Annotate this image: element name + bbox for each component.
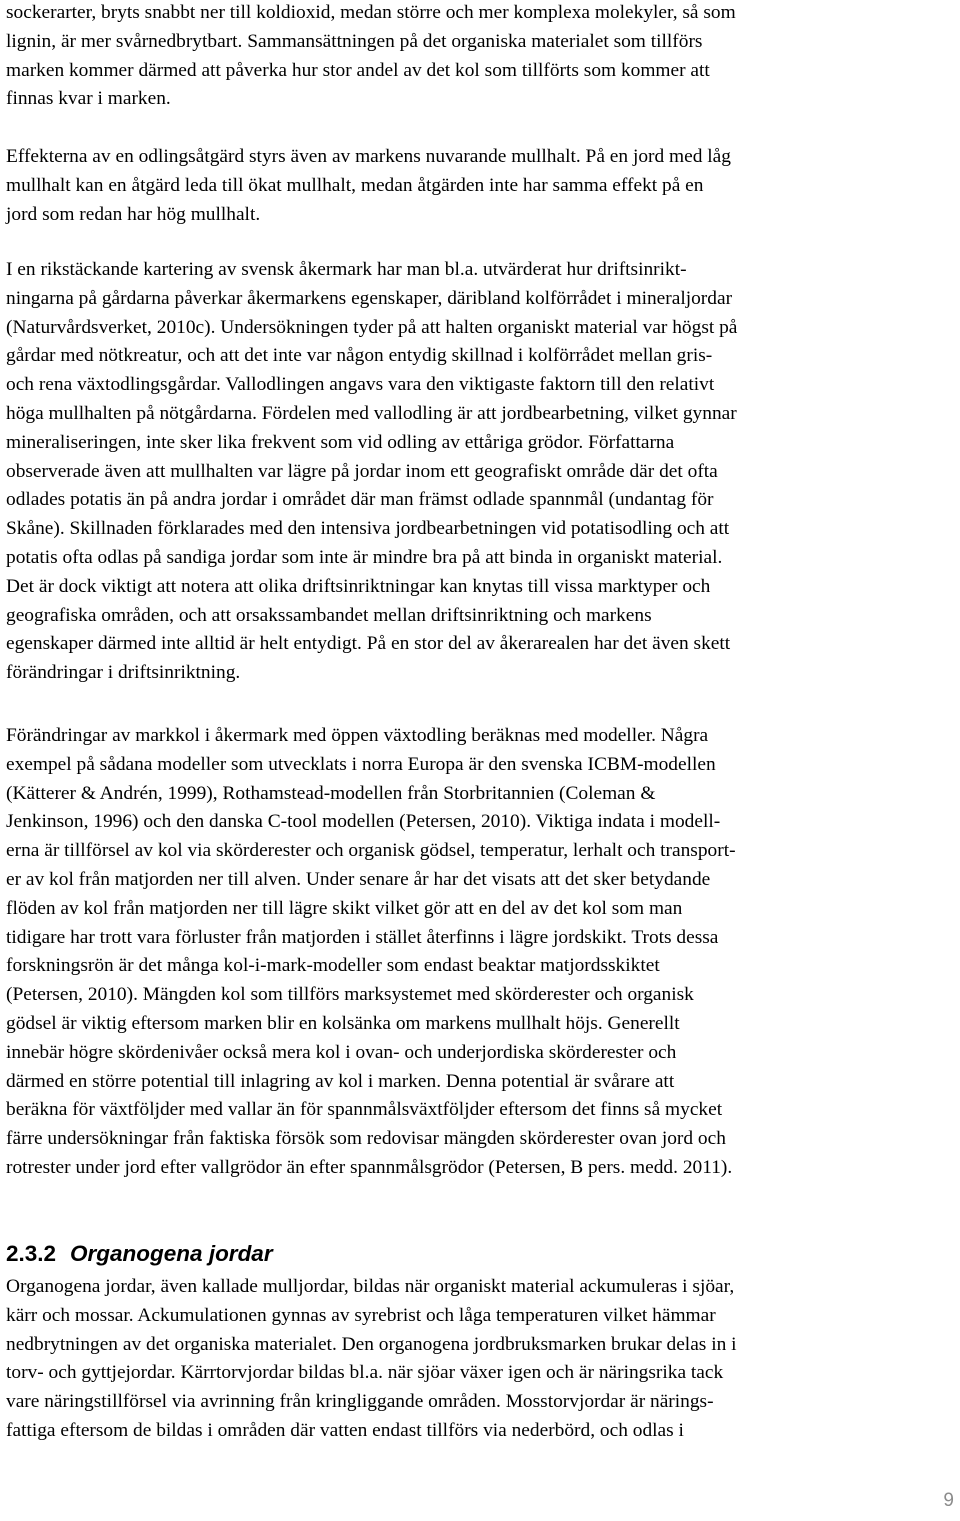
text-line: innebär högre skördenivåer också mera kol i ovan- och underjordiska skörderester och	[6, 1041, 677, 1063]
text-line: forskningsrön är det många kol-i-mark-modeller som endast beaktar matjordsskiktet	[6, 955, 660, 977]
text-line: (Petersen, 2010). Mängden kol som tillförs marksystemet med skörderester och organisk	[6, 984, 694, 1006]
text-line: fattiga eftersom de bildas i områden där vatten endast tillförs via nederbörd, och odlas i	[6, 1419, 684, 1441]
text-line: er av kol från matjorden ner till alven. Under senare år har det visats att det sker betydande	[6, 868, 711, 890]
page-number: 9	[943, 1490, 954, 1511]
text-line: odlades potatis än på andra jordar i området där man främst odlade spannmål (undantag för	[6, 489, 714, 511]
section-title: Organogena jordar	[70, 1241, 273, 1266]
section-heading	[6, 1240, 273, 1268]
text-line: färre undersökningar från faktiska försök som redovisar mängden skörderester ovan jord och	[6, 1128, 726, 1150]
text-line: Förändringar av markkol i åkermark med öppen växtodling beräknas med modeller. Några	[6, 725, 709, 746]
text-line: och rena växtodlingsgårdar. Vallodlingen angavs vara den viktigaste faktorn till den relativt	[6, 374, 715, 396]
text-line: Jenkinson, 1996) och den danska C-tool modellen (Petersen, 2010). Viktiga indata i modell-	[6, 811, 721, 833]
text-line: därmed en större potential till inlagring av kol i marken. Denna potential är svårare att	[6, 1070, 675, 1092]
text-line: Effekterna av en odlingsåtgärd styrs även av markens nuvarande mullhalt. På en jord med låg	[6, 146, 731, 167]
text-line: finnas kvar i marken.	[6, 88, 171, 110]
text-line: Organogena jordar, även kallade mulljordar, bildas när organiskt material ackumuleras i sjöar,	[6, 1276, 735, 1297]
text-line: mullhalt kan en åtgärd leda till ökat mullhalt, medan åtgärden inte har samma effekt på en	[6, 174, 704, 196]
paragraph-3	[6, 256, 737, 688]
paragraph-1	[6, 0, 736, 114]
text-line: Det är dock viktigt att notera att olika driftsinriktningar kan knytas till vissa marktyper och	[6, 575, 711, 597]
text-line: geografiska områden, och att orsakssambandet mellan driftsinriktning och markens	[6, 604, 652, 626]
text-line: gårdar med nötkreatur, och att det inte var någon entydig skillnad i kolförrådet mellan gris-	[6, 345, 713, 367]
paragraph-2	[6, 143, 731, 229]
text-line: exempel på sådana modeller som utvecklats i norra Europa är den svenska ICBM-modellen	[6, 753, 716, 775]
text-line: mineraliseringen, inte sker lika frekvent som vid odling av ettåriga grödor. Författarna	[6, 431, 675, 453]
text-line: jord som redan har hög mullhalt.	[6, 203, 261, 225]
text-line: observerade även att mullhalten var lägre på jordar inom ett geografiskt område där det ofta	[6, 460, 718, 482]
text-line: nedbrytningen av det organiska materialet. Den organogena jordbruksmarken brukar delas in i	[6, 1333, 737, 1355]
text-line: höga mullhalten på nötgårdarna. Fördelen med vallodling är att jordbearbetning, vilket gynnar	[6, 402, 737, 424]
section-paragraph	[6, 1273, 737, 1446]
text-line: sockerarter, bryts snabbt ner till koldioxid, medan större och mer komplexa molekyler, så som	[6, 2, 736, 23]
text-line: lignin, är mer svårnedbrytbart. Sammansättningen på det organiska materialet som tillförs	[6, 30, 703, 52]
text-line: tidigare har trott vara förluster från matjorden i stället återfinns i lägre jordskikt. Trots dessa	[6, 926, 719, 948]
text-line: potatis ofta odlas på sandiga jordar som inte är mindre bra på att binda in organiskt material.	[6, 546, 723, 568]
section-number: 2.3.2	[6, 1241, 57, 1266]
text-line: torv- och gyttjejordar. Kärrtorvjordar bildas bl.a. när sjöar växer igen och är näringsrika tack	[6, 1362, 724, 1384]
text-line: Skåne). Skillnaden förklarades med den intensiva jordbearbetningen vid potatisodling och att	[6, 518, 730, 540]
text-line: vare näringstillförsel via avrinning från kringliggande områden. Mosstorvjordar är närings-	[6, 1391, 714, 1413]
text-line: gödsel är viktig eftersom marken blir en kolsänka om markens mullhalt höjs. Generellt	[6, 1012, 680, 1034]
text-line: marken kommer därmed att påverka hur stor andel av det kol som tillförts som kommer att	[6, 59, 710, 81]
text-line: kärr och mossar. Ackumulationen gynnas av syrebrist och låga temperaturen vilket hämmar	[6, 1304, 716, 1326]
text-line: I en rikstäckande kartering av svensk åkermark har man bl.a. utvärderat hur driftsinrikt-	[6, 259, 687, 280]
text-line: egenskaper därmed inte alltid är helt entydigt. På en stor del av åkerarealen har det även skett	[6, 633, 731, 655]
text-line: erna är tillförsel av kol via skörderester och organisk gödsel, temperatur, lerhalt och transport-	[6, 840, 736, 862]
text-line: förändringar i driftsinriktning.	[6, 662, 241, 684]
text-line: flöden av kol från matjorden ner till lägre skikt vilket gör att en del av det kol som man	[6, 897, 683, 919]
text-line: ningarna på gårdarna påverkar åkermarkens egenskaper, däribland kolförrådet i mineraljordar	[6, 287, 733, 309]
text-line: (Kätterer & Andrén, 1999), Rothamstead-modellen från Storbritannien (Coleman &	[6, 782, 656, 804]
paragraph-4	[6, 722, 736, 1183]
text-line: beräkna för växtföljder med vallar än för spannmålsväxtföljder eftersom det finns så mycket	[6, 1099, 723, 1121]
text-line: rotrester under jord efter vallgrödor än efter spannmålsgrödor (Petersen, B pers. medd. 2011).	[6, 1156, 733, 1178]
text-line: (Naturvårdsverket, 2010c). Undersökningen tyder på att halten organiskt material var högst på	[6, 316, 738, 338]
